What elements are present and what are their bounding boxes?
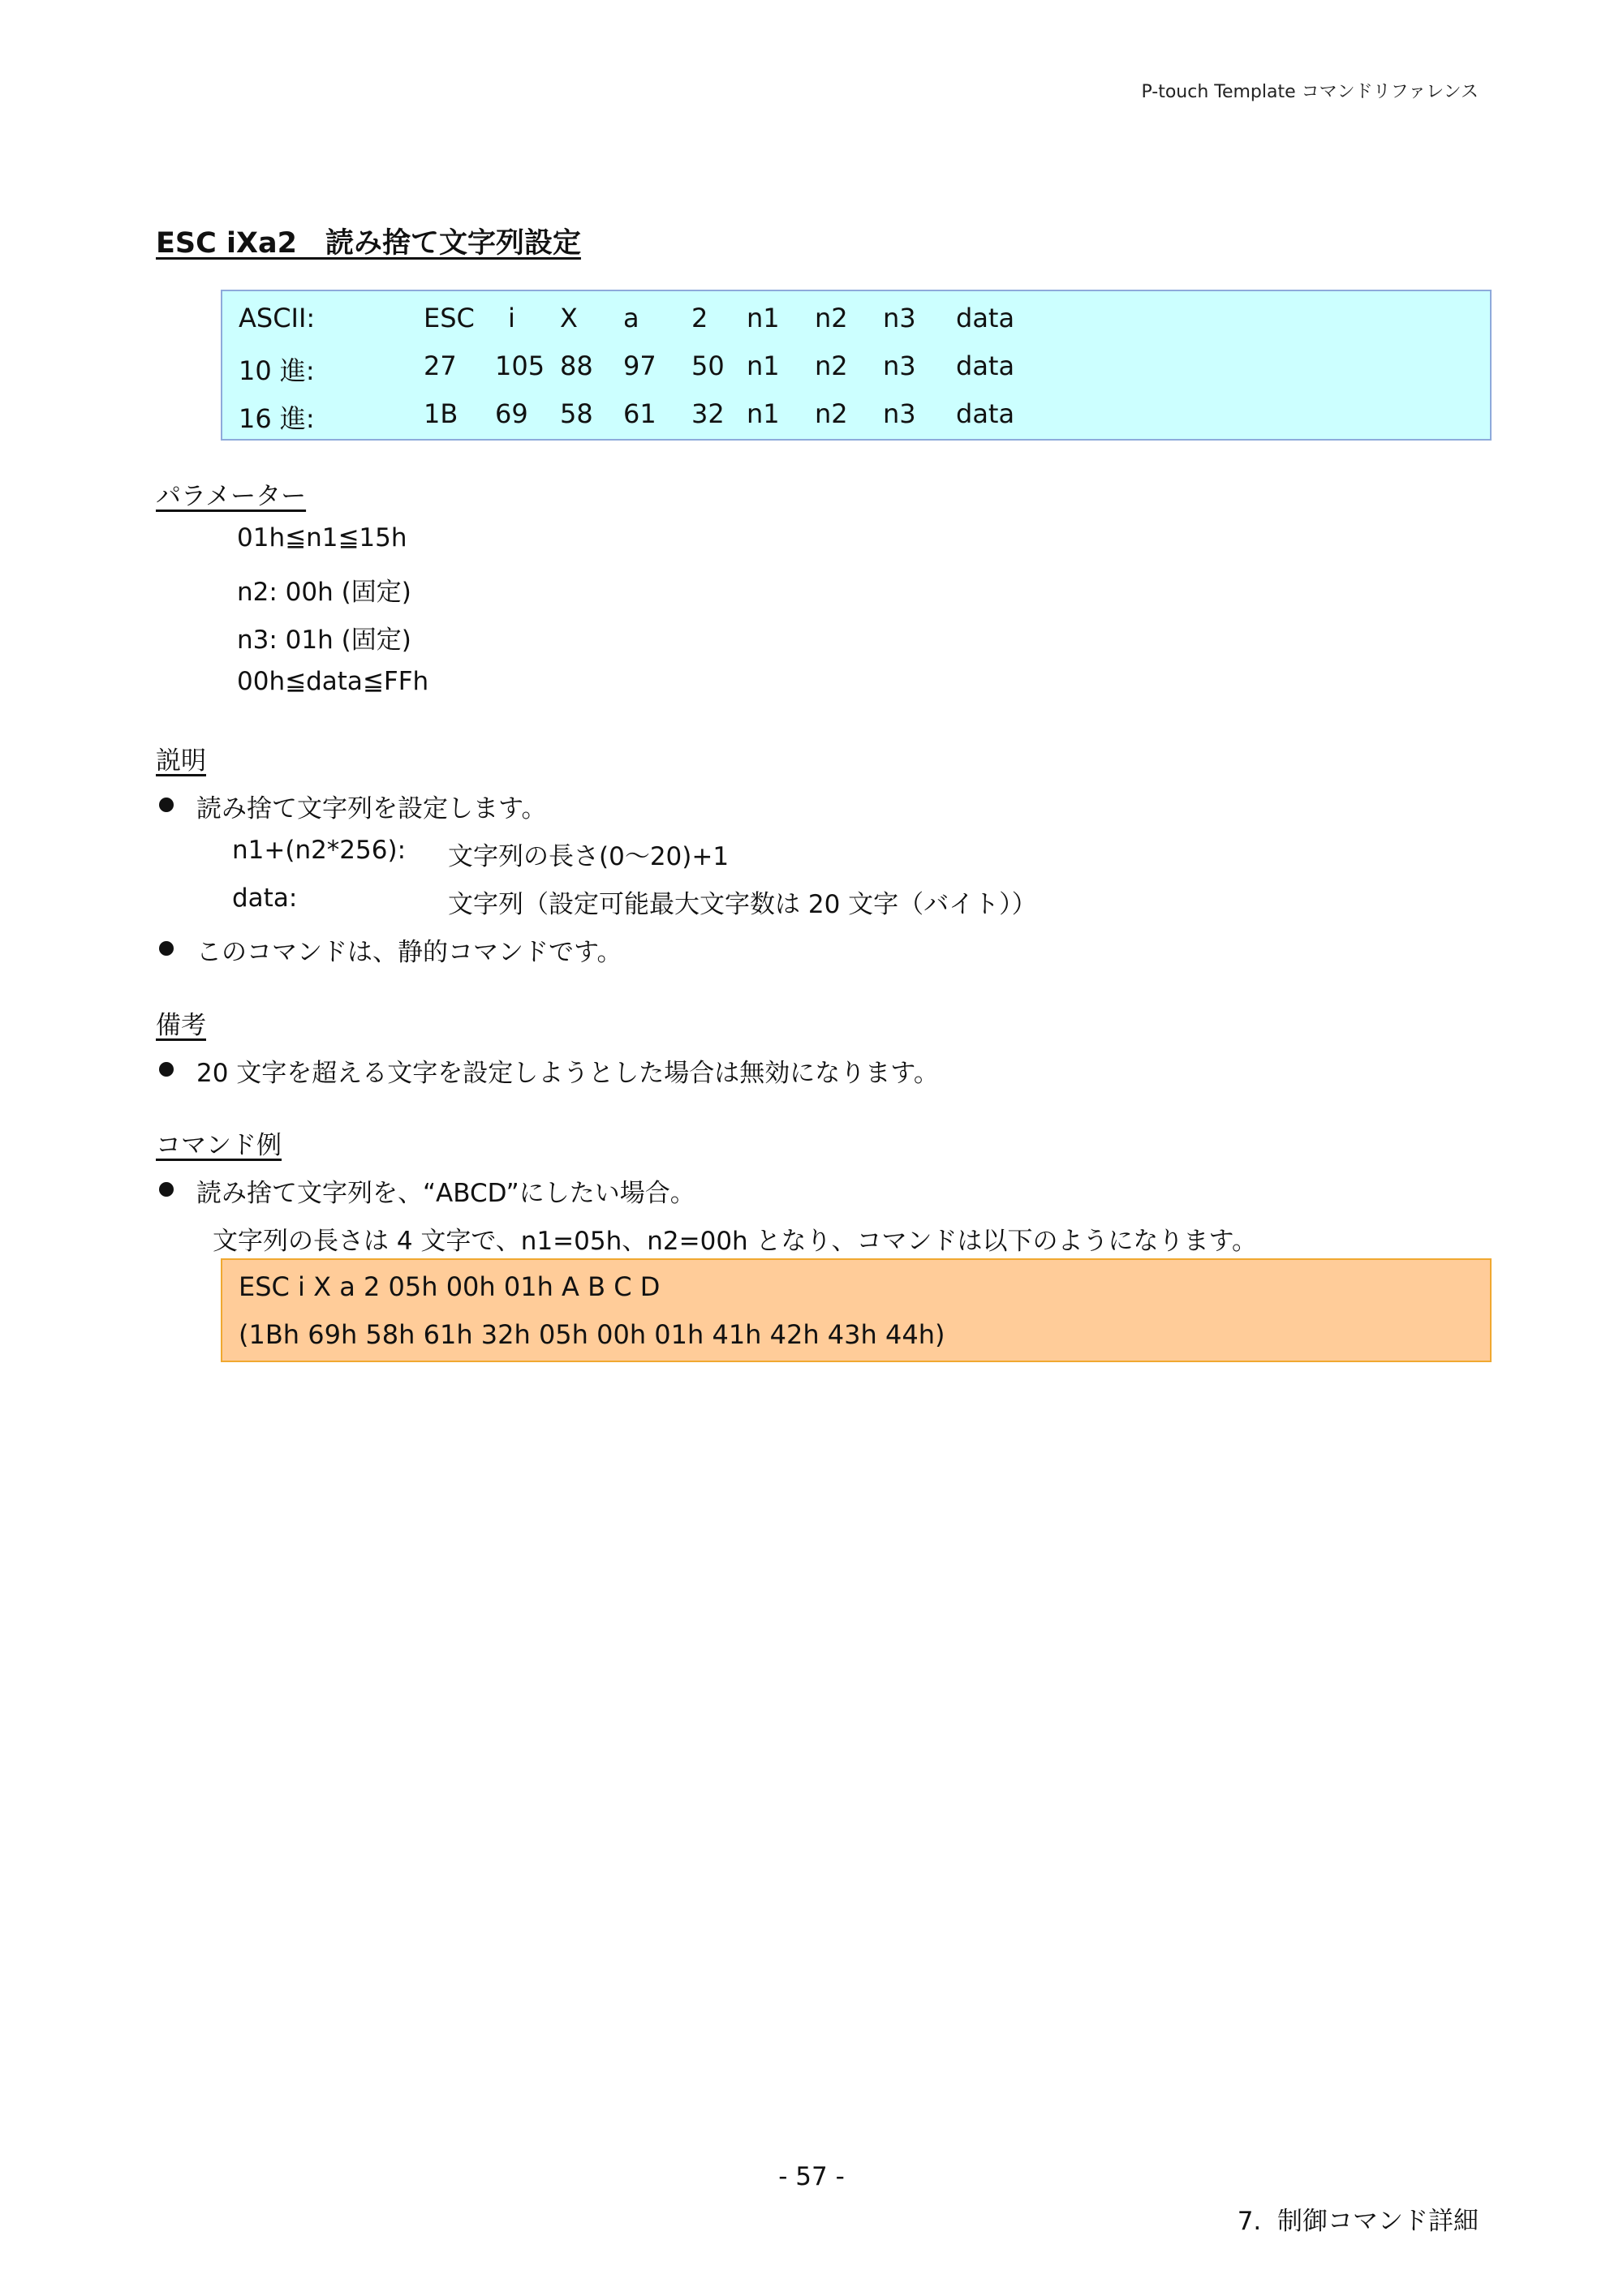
command-example-box [221, 1258, 1492, 1362]
example-note: 文字列の長さは 4 文字で、n1=05h、n2=00h となり、コマンドは以下のようになります。 [213, 1227, 1258, 1256]
remarks-bullet: 20 文字を超える文字を設定しようとした場合は無効になります。 [196, 1059, 939, 1088]
byte-cell: 97 [623, 350, 657, 381]
bullet-icon [159, 1182, 174, 1197]
command-row-ascii [222, 303, 1490, 335]
description-bullet: このコマンドは、静的コマンドです。 [196, 938, 622, 967]
example-code-line: ESC i X a 2 05h 00h 01h A B C D [239, 1271, 661, 1302]
running-header: P-touch Template コマンドリファレンス [1141, 82, 1479, 102]
byte-cell: 50 [691, 350, 725, 381]
row-label: 10 進: [239, 355, 315, 386]
definition-term: data: [232, 884, 298, 913]
byte-cell: 105 [495, 350, 545, 381]
parameter-line: n2: 00h (固定) [237, 578, 411, 607]
example-code-line: (1Bh 69h 58h 61h 32h 05h 00h 01h 41h 42h 43h 44h) [239, 1319, 945, 1350]
description-heading: 説明 [156, 746, 206, 776]
byte-cell: data [956, 398, 1015, 429]
byte-cell: 69 [495, 398, 528, 429]
byte-cell: n1 [747, 350, 780, 381]
example-bullet: 読み捨て文字列を、“ABCD”にしたい場合。 [196, 1179, 695, 1208]
byte-cell: a [623, 303, 639, 333]
byte-cell: data [956, 350, 1015, 381]
definition-term: n1+(n2*256): [232, 836, 407, 865]
command-row-decimal [222, 350, 1490, 386]
byte-cell: 27 [424, 350, 457, 381]
byte-cell: 88 [560, 350, 593, 381]
byte-cell: n1 [747, 303, 780, 333]
bullet-icon [159, 798, 174, 812]
page-number: - 57 - [778, 2162, 845, 2191]
byte-cell: ESC [424, 303, 475, 333]
byte-cell: data [956, 303, 1015, 333]
bullet-icon [159, 941, 174, 956]
row-label: 16 進: [239, 403, 315, 434]
byte-cell: n2 [815, 398, 848, 429]
parameter-line: 01h≦n1≦15h [237, 523, 407, 553]
byte-cell: n3 [883, 350, 916, 381]
parameters-heading: パラメーター [156, 482, 307, 511]
example-heading: コマンド例 [156, 1131, 282, 1160]
remarks-heading: 備考 [156, 1011, 206, 1040]
byte-cell: 1B [424, 398, 458, 429]
definition-desc: 文字列（設定可能最大文字数は 20 文字（バイト）） [448, 890, 1037, 919]
description-bullet: 読み捨て文字列を設定します。 [196, 794, 547, 823]
byte-cell: n3 [883, 303, 916, 333]
command-format-box [221, 290, 1492, 441]
byte-cell: n2 [815, 303, 848, 333]
command-row-hex [222, 398, 1490, 434]
definition-desc: 文字列の長さ(0〜20)+1 [448, 842, 730, 871]
footer-chapter: 7. 制御コマンド詳細 [1237, 2207, 1479, 2236]
byte-cell: X [560, 303, 578, 333]
byte-cell: n1 [747, 398, 780, 429]
bullet-icon [159, 1062, 174, 1077]
byte-cell: i [508, 303, 515, 333]
parameter-line: 00h≦data≦FFh [237, 667, 429, 696]
byte-cell: 2 [691, 303, 708, 333]
row-label: ASCII: [239, 303, 316, 333]
byte-cell: n3 [883, 398, 916, 429]
byte-cell: 32 [691, 398, 725, 429]
byte-cell: 58 [560, 398, 593, 429]
byte-cell: 61 [623, 398, 657, 429]
byte-cell: n2 [815, 350, 848, 381]
parameter-line: n3: 01h (固定) [237, 626, 411, 655]
page-title: ESC iXa2 読み捨て文字列設定 [156, 227, 581, 260]
